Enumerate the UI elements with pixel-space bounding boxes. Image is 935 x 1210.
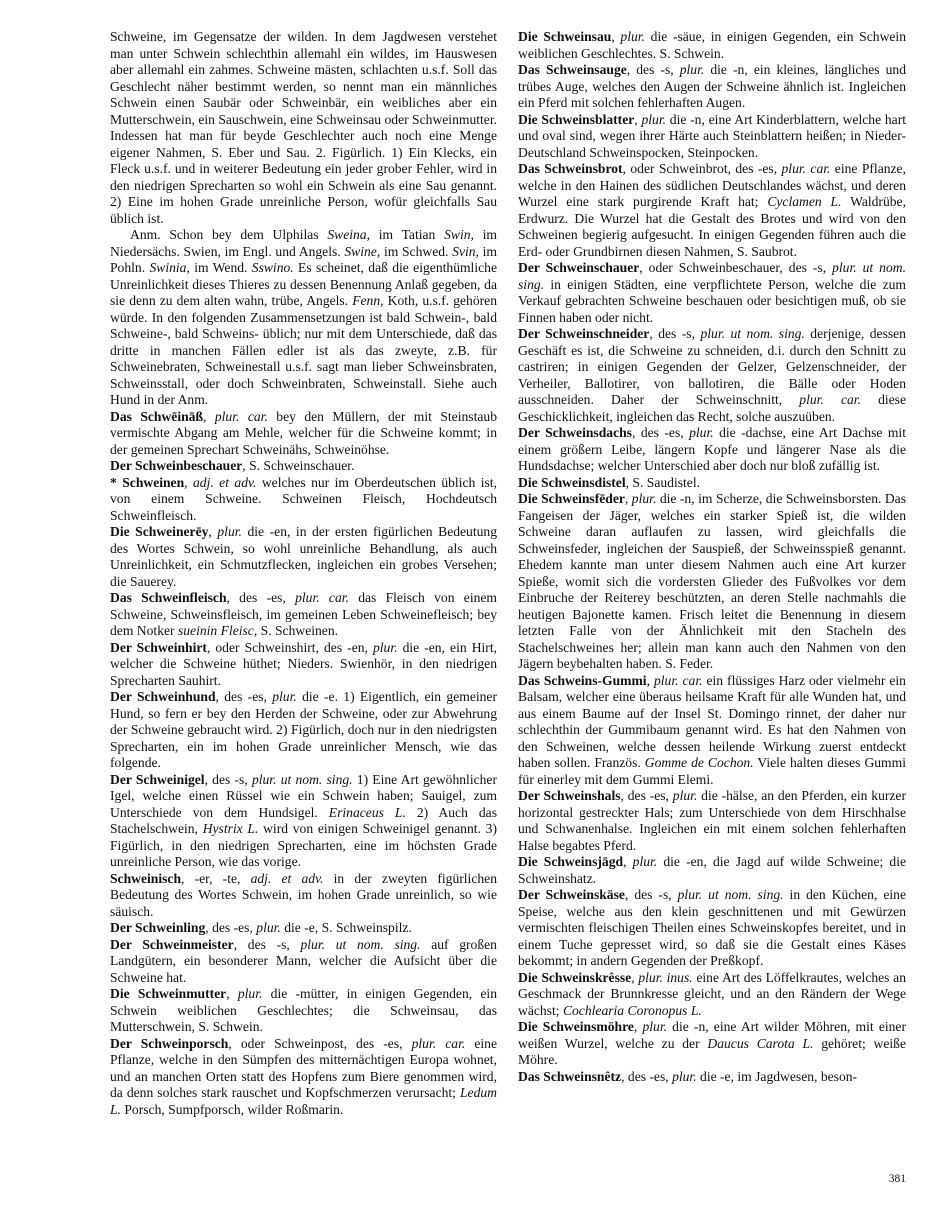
italic-term: plur. ut nom. sing.: [700, 326, 805, 341]
entry-body: die -en, ein Hirt, welcher die Schweine hüthet; Nieders. Swienhör, in den niedrigen Sprecharten Sauhirt.: [110, 639, 497, 688]
entry-body: ,: [633, 1019, 643, 1034]
italic-term: plur. car.: [653, 672, 703, 688]
entry-headword: Die Schweinsdistel: [518, 474, 626, 490]
dictionary-entry: [110, 689, 497, 772]
italic-term: Daucus Carota L.: [707, 1035, 814, 1051]
entry-headword: Das Schweinsauge: [518, 62, 627, 77]
entry-body: , oder Schweinshirt, des -en,: [206, 639, 373, 655]
entry-headword: Die Schweinerēy: [110, 524, 209, 539]
italic-term: plur.: [256, 920, 281, 935]
entry-headword: Das Schweins-Gummi: [518, 672, 647, 688]
dictionary-entry: [110, 458, 497, 475]
italic-term: adj. et adv.: [192, 474, 257, 490]
dictionary-entry: [518, 1069, 906, 1086]
dictionary-entry: [518, 112, 906, 162]
italic-term: plur. car.: [214, 408, 268, 424]
right-column: [518, 29, 906, 1085]
entry-headword: Das Schweinsbrot: [518, 161, 623, 176]
dictionary-entry: [518, 161, 906, 260]
entry-body: diese Geschicklichkeit, ingleichen das Recht, solche auszuüben.: [518, 392, 906, 424]
entry-body: , des -es,: [631, 425, 690, 440]
left-column: [110, 29, 497, 1118]
entry-body: , des -s,: [204, 771, 252, 787]
entry-body: , des -s,: [626, 62, 680, 77]
dictionary-entry: [110, 524, 497, 590]
dictionary-entry: [518, 673, 906, 789]
italic-term: plur. car.: [411, 1035, 466, 1051]
dictionary-entry: [518, 29, 906, 62]
entry-body: ,: [203, 408, 215, 424]
entry-body: ein flüssiges Harz oder vielmehr ein Balsam, welcher eine überaus heilsame Kraft für alle Wunden hat, und aus einem Baume auf der Insel St. Domingo rinnet, der daher nur schlechthin der Gummibaum genannt wird. Es hat den Nahmen von den Schweinen, welche dessen heilende Wirkung zuerst entdeckt haben sollen. Französ.: [518, 672, 906, 770]
italic-term: plur.: [632, 854, 658, 869]
italic-term: Erinaceus L.: [328, 804, 406, 820]
entry-body: die -n, im Scherze, die Schweinsborsten. Das Fangeisen der Jäger, welches ein starker Spieß ist, die wilden Schweine daran auflaufen zu lassen, wird gleichfalls die Schweinsfeder, ingleichen der Sauspieß, der Schweinsspieß genannt. Ehedem kannte man unter diesem Nahmen auch eine Art kurzer Spieße, womit sich die vordersten Glieder des Fußvolkes vor dem Einbruche der Reiterey beschützten, an deren Stelle nachmahls die heutigen Bajonette kamen. Frisch leitet die Benennung in diesem letzten Falle von der Ähnlichkeit mit den Stacheln des Stachelschweines her; allein man kann auch den Nahmen von den Jägern beybehalten haben. S. Feder.: [518, 491, 907, 671]
dictionary-entry: [518, 491, 906, 673]
entry-body: die -e, im Jagdwesen, beson-: [696, 1068, 858, 1084]
entry-headword: Die Schweinsjāgd: [518, 854, 624, 869]
entry-body: die -en, die Jagd auf wilde Schweine; die Schweinshatz.: [518, 854, 907, 886]
entry-headword: Das Schweinsnêtz: [518, 1068, 622, 1084]
entry-body: , -er, -te,: [181, 870, 251, 886]
entry-body: 2) Auch das Stachelschwein,: [110, 804, 497, 836]
entry-headword: Der Schweinling: [110, 920, 206, 935]
entry-body: ,: [611, 29, 621, 44]
entry-body: Schweine, im Gegensatze der wilden. In dem Jagdwesen verstehet man unter Schwein schlechthin allemahl ein wildes, im Hauswesen aber allemahl ein zahmes. Schweine mästen, schlachten u.s.f. Soll das Geschlecht näher bestimmt werden, so nennt man ein männliches Schwein einen Saubär oder Schweinbär, ein weibliches aber ein Mutterschwein, ein Sauschwein, eine Schweinsau oder Schweinmutter. Indessen hat man für beyde Geschlechter auch noch eine Menge eigener Nahmen, S. Eber und Sau. 2. Figürlich. 1) Ein Klecks, ein Fleck u.s.f. und in weiterer Bedeutung ein jeder grober Fehler, wird in den niedrigen Sprecharten so wohl ein Schwein als eine Sau genannt. 2) Eine im hohen Grade unreinliche Person, wofür gleichfalls Sau üblich ist.: [110, 29, 497, 226]
entry-body: die -e, S. Schweinspilz.: [280, 920, 412, 935]
entry-body: eine Art des Löffelkrautes, welches an Geschmack der Brunnkresse gleicht, und an den Rändern der Wege wächst;: [518, 969, 907, 1018]
entry-body: ,: [646, 672, 654, 688]
dictionary-entry: [518, 475, 906, 492]
entry-body: im Tatian: [370, 227, 445, 242]
entry-body: Viele halten dieses Gummi für einerley mit dem Gummi Elemi.: [518, 755, 906, 787]
entry-body: ,: [208, 524, 218, 539]
entry-body: Es scheinet, daß die eigenthümliche Unreinlichkeit dieses Thieres zu dessen Benennung Anlaß gegeben, da sie denn zu dem alten wahn, trübe, Angels.: [110, 260, 497, 308]
entry-body: , des -s,: [649, 326, 701, 341]
italic-term: Hystrix L.: [202, 821, 259, 836]
entry-headword: * Schweinen: [110, 474, 185, 490]
entry-headword: Die Schweinmutter: [110, 986, 227, 1001]
italic-term: Swine,: [344, 243, 381, 259]
italic-term: plur.: [217, 524, 242, 539]
italic-term: plur.: [631, 491, 657, 506]
italic-term: plur. ut nom. sing.: [518, 260, 906, 292]
entry-body: in einigen Städten, eine verpflichtete Person, welche die zum Verkauf gebrachten Schweine beschauen oder besichtigen muß, ob sie Finnen haben oder nicht.: [518, 276, 906, 325]
entry-body: das Fleisch von einem Schweine, Schweinsfleisch, im gemeinen Leben Schweinefleisch; bey dem Notker: [110, 590, 497, 638]
entry-body: ,: [624, 491, 632, 506]
entry-body: , S. Schweinschauer.: [242, 458, 355, 473]
entry-headword: Die Schweinsau: [518, 29, 612, 44]
entry-body: Waldrübe, Erdwurz. Die Wurzel hat die Gestalt des Brotes und wird von den Schweinen begierig aufgesucht. In einigen Gegenden führen auch die Erd- oder Grundbirnen diesen Nahmen, S. Saubrot.: [518, 194, 906, 259]
entry-body: Koth, u.s.f. gehören würde. In den folgenden Zusammensetzungen ist bald Schwein-, bald Schweine-, bald Schweins- üblich; nur mit dem Unterschiede, daß das dritte in manchen Fällen edler ist als das zweyte, z.B. für Schweinebraten, Schweinestall u.s.f. sagt man lieber Schweinsbraten, Schweinsstall, oder doch Schweinbraten, Schweinstall. Siehe auch Hund in der Anm.: [110, 293, 498, 407]
dictionary-entry: [110, 772, 497, 871]
italic-term: adj. et adv.: [250, 870, 324, 886]
italic-term: Sweina,: [327, 227, 370, 242]
entry-body: , des -es,: [620, 788, 673, 803]
dictionary-entry: [518, 970, 906, 1020]
italic-term: plur.: [672, 1068, 697, 1084]
entry-body: die -säue, in einigen Gegenden, ein Schwein weiblichen Geschlechtes. S. Schwein.: [518, 29, 906, 61]
entry-body: derjenige, dessen Geschäft es ist, die Schweine zu schneiden, d.i. durch den Schnitt zu castriren; in einigen Gegenden der Gelzer, Gelzenschneider, der Verheiler, Ballotirer, von ballotiren, die Bälle oder Hoden ausschneiden. Daher der Schweinschnitt,: [518, 326, 906, 407]
entry-body: eine Pflanze, welche in den Hainen des südlichen Deutschlandes wächst, und deren Wurzel eine stark purgirende Kraft hat;: [518, 161, 906, 209]
entry-body: auf großen Landgütern, ein besonderer Mann, welcher die Aufsicht über die Schweine hat.: [110, 936, 497, 985]
entry-headword: Das Schweinfleisch: [110, 590, 227, 605]
dictionary-entry: [110, 640, 497, 690]
italic-term: plur.: [642, 1019, 668, 1034]
entry-headword: Der Schweinporsch: [110, 1035, 229, 1051]
entry-headword: Der Schweinigel: [110, 771, 205, 787]
entry-body: in den Küchen, eine Speise, welche aus den klein geschnittenen und mit Gewürzen vermischten fleischigen Theilen eines Schweinskopfes bereitet, und in einem Tuche gepresset wird, so daß sie die Gestalt eines Käses bekommt; in andern Gegenden der Preßkopf.: [518, 887, 906, 968]
italic-term: plur. car.: [781, 161, 831, 176]
entry-headword: Der Schweinshals: [518, 788, 621, 803]
entry-body: , des -es,: [621, 1068, 673, 1084]
entry-body: , oder Schweinpost, des -es,: [228, 1035, 412, 1051]
italic-term: Swinia,: [149, 260, 190, 275]
dictionary-entry: [518, 788, 906, 854]
entry-headword: Der Schweinhund: [110, 689, 216, 704]
italic-term: plur.: [620, 29, 645, 44]
italic-term: plur. ut nom. sing.: [300, 936, 421, 952]
italic-term: sueinin Fleisc,: [177, 623, 258, 638]
entry-body: , des -s,: [233, 936, 301, 952]
entry-body: , des -es,: [205, 920, 257, 935]
italic-term: plur. car.: [799, 392, 861, 407]
dictionary-entry: [110, 986, 497, 1036]
dictionary-entry: [110, 871, 497, 921]
entry-text: [110, 29, 497, 227]
italic-term: plur.: [372, 639, 398, 655]
italic-term: plur.: [689, 425, 714, 440]
italic-term: Svin,: [452, 243, 479, 259]
italic-term: Fenn,: [352, 293, 384, 308]
dictionary-entry: [518, 887, 906, 970]
entry-body: , des -es,: [215, 689, 273, 704]
italic-term: plur.: [672, 788, 698, 803]
entry-body: die -dachse, eine Art Dachse mit einem größern Leibe, längern Kopfe und längerer Nase als die Hundsdachse; welcher Unterschied aber doch nur bloß zufällig ist.: [518, 425, 906, 473]
entry-body: S. Schweinen.: [257, 623, 339, 638]
entry-headword: Der Schweinskäse: [518, 887, 625, 902]
entry-body: , oder Schweinbeschauer, des -s,: [639, 260, 833, 275]
entry-body: wird von einigen Schweinigel genannt. 3) Figürlich, in den niedrigen Sprecharten, eine im höchsten Grade unreinliche Person, wie das vorige.: [110, 821, 497, 869]
dictionary-entry: [518, 854, 906, 887]
entry-headword: Die Schweinsmöhre: [518, 1019, 634, 1034]
italic-term: plur.: [237, 986, 263, 1001]
entry-body: , des -s,: [624, 887, 678, 902]
italic-term: Sswino.: [251, 260, 294, 275]
entry-body: 1) Eine Art gewöhnlicher Igel, welche einen Rüssel wie ein Schwein haben; Sauigel, zum Unterschiede von dem Hundsigel.: [110, 771, 497, 820]
dictionary-entry: [110, 920, 497, 937]
dictionary-entry: [518, 326, 906, 425]
entry-headword: Der Schweinbeschauer: [110, 458, 243, 473]
entry-body: im Schwed.: [380, 243, 453, 259]
entry-headword: Der Schweinmeister: [110, 936, 234, 952]
entry-body: im Wend.: [189, 260, 252, 275]
entry-headword: Die Schweinskrêsse: [518, 969, 632, 985]
entry-body: die -e. 1) Eigentlich, ein gemeiner Hund, so fern er bey den Herden der Schweine, oder zur Abwehrung der Schweine gebraucht wird. 2) Figürlich, doch nur in den niedrigsten Sprecharten, ein im hohen Grade unreinlicher Mensch, wie das folgende.: [110, 689, 497, 770]
entry-body: gehöret; weiße Möhre.: [518, 1035, 906, 1067]
italic-term: plur. ut nom. sing.: [251, 771, 353, 787]
entry-body: die -en, in der ersten figürlichen Bedeutung des Wortes Schwein, so wohl unreinliche Behandlung, als auch Unreinlichkeit, ein Schmutzflecken, ingleichen ein grobes Versehen; die Sauerey.: [110, 524, 498, 589]
entry-headword: Der Schweinsdachs: [518, 425, 632, 440]
entry-body: im Pohln.: [110, 243, 498, 275]
dictionary-entry: [518, 1019, 906, 1069]
entry-body: die -n, eine Art Kinderblattern, welche hart und oval sind, wegen ihrer Härte auch Steinblattern heißen; in Nieder-Deutschland Schweinspocken, Steinpocken.: [518, 111, 906, 160]
dictionary-entry: [110, 475, 497, 525]
italic-term: plur. ut nom. sing.: [677, 887, 784, 902]
entry-body: die -n, eine Art wilder Möhren, mit einer weißen Wurzel, welche zu der: [518, 1019, 906, 1051]
entry-body: die -hälse, an den Pferden, ein kurzer horizontal gestreckter Hals; zum Unterschiede von dem Hirschhalse und Schwanenhalse. Ingleichen ein mit einem solchen fehlerhaften Halse begabtes Pferd.: [518, 788, 906, 853]
entry-body: welches nur im Oberdeutschen üblich ist, von einem Schweine. Schweinen Fleisch, Hochdeutsch Schweinfleisch.: [110, 474, 497, 523]
dictionary-entry: [110, 409, 497, 459]
dictionary-entry: [518, 425, 906, 475]
entry-headword: Der Schweinschauer: [518, 260, 640, 275]
italic-term: plur.: [641, 111, 667, 127]
entry-body: Porsch, Sumpfporsch, wilder Roßmarin.: [120, 1101, 344, 1117]
entry-body: ,: [184, 474, 193, 490]
dictionary-entry: [110, 937, 497, 987]
dictionary-entry: [518, 62, 906, 112]
entry-body: die -n, ein kleines, längliches und trübes Auge, welches den Augen der Schweine ähnlich ist. Ingleichen ein Pferd mit solchen fehlerhaften Augen.: [518, 62, 907, 110]
entry-headword: Der Schweinschneider: [518, 326, 650, 341]
dictionary-entry: [110, 1036, 497, 1119]
entry-body: in der zweyten figürlichen Bedeutung des Wortes Schwein, im hohen Grade unreinlich, so wie säuisch.: [110, 870, 497, 919]
entry-body: , des -es,: [226, 590, 296, 605]
italic-term: Gomme de Cochon.: [644, 755, 754, 770]
entry-text: [110, 227, 497, 409]
entry-body: Anm. Schon bey dem Ulphilas: [130, 227, 328, 242]
entry-body: bey den Müllern, der mit Steinstaub vermischte Abgang am Mehle, welcher für die Schweine kommt; in der gemeinen Sprechart Schweinähs, Schweinöhse.: [110, 408, 497, 457]
entry-headword: Die Schweinsblatter: [518, 111, 635, 127]
italic-term: plur.: [679, 62, 705, 77]
italic-term: Swin,: [444, 227, 474, 242]
italic-term: Ledum L.: [110, 1085, 497, 1117]
italic-term: Cyclamen L.: [767, 194, 842, 209]
entry-body: ,: [634, 111, 642, 127]
entry-body: ,: [623, 854, 633, 869]
entry-body: ,: [631, 969, 639, 985]
italic-term: plur. car.: [295, 590, 349, 605]
italic-term: Cochlearia Coronopus L.: [562, 1002, 702, 1018]
entry-body: im Niedersächs. Swien, im Engl. und Angels.: [110, 227, 498, 259]
entry-headword: Schweinisch: [110, 870, 182, 886]
entry-body: ,: [226, 986, 238, 1001]
page-number: 381: [888, 1173, 906, 1185]
entry-body: , oder Schweinbrot, des -es,: [622, 161, 782, 176]
italic-term: plur.: [272, 689, 297, 704]
dictionary-entry: [518, 260, 906, 326]
entry-body: die -mütter, in einigen Gegenden, ein Schwein weiblichen Geschlechtes; die Schweinsau, das Mutterschwein, S. Schwein.: [110, 986, 498, 1034]
dictionary-entry: [110, 590, 497, 640]
entry-body: eine Pflanze, welche in den Sümpfen des mitternächtigen Europa wohnet, und an manchen Orten statt des Hopfens zum Biere genommen wird, da denn solches stark rauschet und Kopfschmerzen verursacht;: [110, 1035, 497, 1100]
entry-headword: Das Schwēināß: [110, 408, 204, 424]
entry-headword: Der Schweinhirt: [110, 639, 207, 655]
entry-headword: Die Schweinsfēder: [518, 491, 625, 506]
italic-term: plur. inus.: [638, 969, 693, 985]
entry-body: , S. Saudistel.: [625, 474, 701, 490]
